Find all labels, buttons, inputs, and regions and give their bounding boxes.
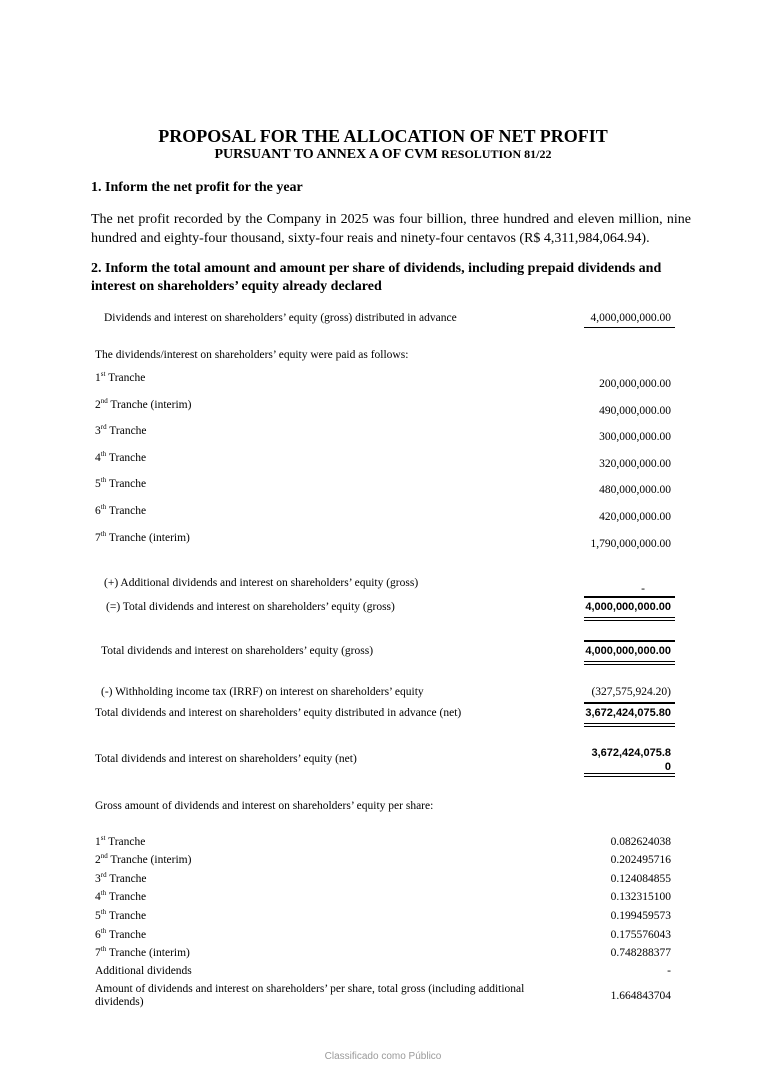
- tranche-1-label: 1st Tranche: [95, 370, 146, 384]
- total-adv-net-value: 3,672,424,075.80: [585, 707, 671, 719]
- total-gross-underline-2: [584, 664, 675, 665]
- per-share-2-label: 2nd Tranche (interim): [95, 852, 192, 866]
- total-gross-value: 4,000,000,000.00: [585, 645, 671, 657]
- tranche-5-label: 5th Tranche: [95, 476, 147, 490]
- irrf-label: (-) Withholding income tax (IRRF) on interest on shareholders’ equity: [101, 686, 424, 698]
- total-gross-underline-1: [584, 661, 675, 662]
- per-share-6-value: 0.175576043: [610, 929, 671, 941]
- per-share-7-value: 0.748288377: [610, 947, 671, 959]
- total-eq-topline: [584, 596, 675, 598]
- tranche-2-value: 490,000,000.00: [599, 405, 671, 417]
- total-adv-net-underline-2: [584, 726, 675, 727]
- total-gross-topline: [584, 640, 675, 642]
- page-subtitle: [0, 147, 766, 163]
- tranche-6-label: 6th Tranche: [95, 503, 147, 517]
- tranche-7-label: 7th Tranche (interim): [95, 530, 190, 544]
- total-net-underline-1: [584, 773, 675, 774]
- per-share-2-value: 0.202495716: [610, 854, 671, 866]
- per-share-1-label: 1st Tranche: [95, 834, 146, 848]
- advance-underline: [584, 327, 675, 328]
- per-share-5-value: 0.199459573: [610, 910, 671, 922]
- total-adv-net-underline-1: [584, 723, 675, 724]
- subtitle-main: PURSUANT TO ANNEX A OF CVM: [214, 147, 442, 162]
- subtitle-small: RESOLUTION 81/22: [441, 147, 552, 161]
- per-share-5-label: 5th Tranche: [95, 908, 147, 922]
- irrf-underline: [584, 702, 675, 704]
- per-share-3-value: 0.124084855: [610, 873, 671, 885]
- total-eq-underline-2: [584, 620, 675, 621]
- total-net-label: Total dividends and interest on shareholders’ equity (net): [95, 753, 357, 765]
- additional-dividends-value: -: [667, 965, 671, 977]
- per-share-heading: Gross amount of dividends and interest on shareholders’ equity per share:: [95, 800, 434, 812]
- tranche-2-label: 2nd Tranche (interim): [95, 397, 192, 411]
- section1-heading: 1. Inform the net profit for the year: [91, 180, 303, 195]
- section2-heading: 2. Inform the total amount and amount per share of dividends, including prepaid dividends and interest on shareholders’ equity already declared: [91, 261, 662, 294]
- classification-footer: Classificado como Público: [324, 1051, 442, 1062]
- total-eq-underline-1: [584, 617, 675, 618]
- tranche-6-value: 420,000,000.00: [599, 511, 671, 523]
- per-share-3-label: 3rd Tranche: [95, 871, 147, 885]
- tranche-4-label: 4th Tranche: [95, 450, 147, 464]
- additional-label: (+) Additional dividends and interest on shareholders’ equity (gross): [104, 577, 419, 589]
- per-share-6-label: 6th Tranche: [95, 927, 147, 941]
- advance-value: 4,000,000,000.00: [590, 312, 671, 324]
- page-title: PROPOSAL FOR THE ALLOCATION OF NET PROFIT: [158, 126, 608, 146]
- tranche-3-label: 3rd Tranche: [95, 423, 147, 437]
- tranche-1-value: 200,000,000.00: [599, 378, 671, 390]
- additional-dividends-label: Additional dividends: [95, 965, 192, 977]
- tranche-3-value: 300,000,000.00: [599, 431, 671, 443]
- section1-paragraph: The net profit recorded by the Company in 2025 was four billion, three hundred and eleven million, nine hundred and eighty-four thousand, sixty-four reais and ninety-four centavos (R$ 4,311,984,064.94).: [91, 212, 691, 246]
- per-share-total-label: Amount of dividends and interest on shareholders’ per share, total gross (including additional dividends): [95, 983, 525, 1008]
- per-share-4-value: 0.132315100: [610, 891, 671, 903]
- per-share-total-value: 1.664843704: [610, 990, 671, 1002]
- tranche-7-value: 1,790,000,000.00: [590, 538, 671, 550]
- per-share-7-label: 7th Tranche (interim): [95, 945, 190, 959]
- total-eq-value: 4,000,000,000.00: [585, 601, 671, 613]
- total-adv-net-label: Total dividends and interest on shareholders’ equity distributed in advance (net): [95, 707, 462, 719]
- per-share-4-label: 4th Tranche: [95, 889, 147, 903]
- irrf-value: (327,575,924.20): [591, 686, 671, 698]
- additional-value: -: [641, 583, 645, 595]
- tranche-5-value: 480,000,000.00: [599, 484, 671, 496]
- total-net-underline-2: [584, 776, 675, 777]
- total-gross-label: Total dividends and interest on shareholders’ equity (gross): [101, 645, 374, 657]
- total-eq-label: (=) Total dividends and interest on shareholders’ equity (gross): [106, 601, 395, 613]
- total-net-value: 3,672,424,075.8 0: [591, 747, 671, 773]
- tranche-4-value: 320,000,000.00: [599, 458, 671, 470]
- paid-as-follows-label: The dividends/interest on shareholders’ equity were paid as follows:: [95, 349, 409, 361]
- advance-label: Dividends and interest on shareholders’ equity (gross) distributed in advance: [104, 312, 457, 324]
- per-share-1-value: 0.082624038: [610, 836, 671, 848]
